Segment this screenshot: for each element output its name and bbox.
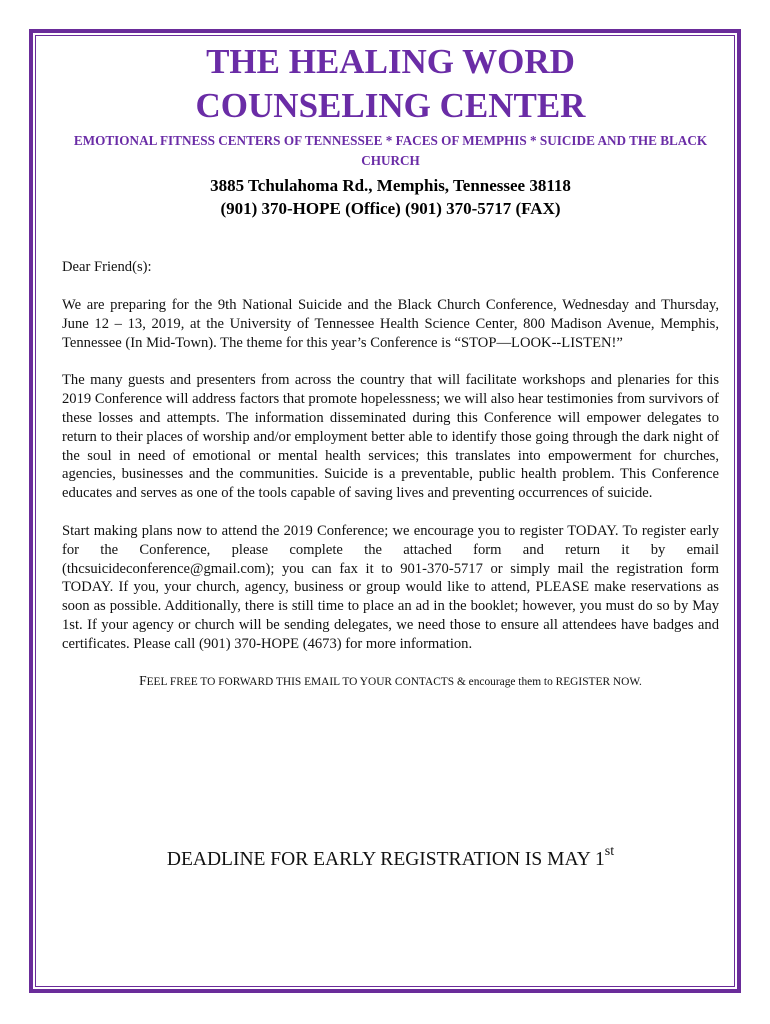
address-phone-fax: (901) 370-HOPE (Office) (901) 370-5717 (FAX) [220,199,561,218]
salutation: Dear Friend(s): [62,259,152,275]
org-title-line2: COUNSELING CENTER [195,86,586,125]
forward-initial: F [139,672,147,688]
letter-content [62,40,719,690]
forward-text: EEL FREE TO FORWARD THIS EMAIL TO YOUR CONTACTS & encourage them to REGISTER NOW. [146,675,642,688]
deadline-notice [62,838,719,874]
org-title-line1: THE HEALING WORD [206,42,575,81]
address-street: 3885 Tchulahoma Rd., Memphis, Tennessee 38118 [210,176,571,195]
org-title [62,40,719,128]
org-address [62,174,719,220]
forward-notice [62,673,719,690]
org-subtitle: EMOTIONAL FITNESS CENTERS OF TENNESSEE * FACES OF MEMPHIS * SUICIDE AND THE BLACK CHURCH [73,133,708,168]
paragraph-conference-details: The many guests and presenters from across the country that will facilitate workshops and plenaries for this 2019 Conference will address factors that promote hopelessness; we will also hear testimonies from survivors of these losses and attempts. The information disseminated during this Conference will empower delegates to return to their places of worship and/or employment better able to identify those going through the dark night of the soul in need of emotional or mental health services; this translates into empowerment for churches, agencies, businesses and the communities. Suicide is a preventable, public health problem. This Conference educates and serves as one of the tools capable of saving lives and preventing occurrences of suicide. [62,372,719,502]
deadline-suffix: st [604,844,615,859]
paragraph-conference-intro: We are preparing for the 9th National Suicide and the Black Church Conference, Wednesday and Thursday, June 12 – 13, 2019, at the University of Tennessee Health Science Center, 800 Madison Avenue, Memphis, Tennessee (In Mid-Town). The theme for this year’s Conference is “STOP—LOOK--LISTEN!” [62,297,719,351]
paragraph-registration: Start making plans now to attend the 2019 Conference; we encourage you to register TODAY. To register early for the Conference, please complete the attached form and return it by email (thcsuicideconference@gmail.com); you can fax it to 901-370-5717 or simply mail the registration form TODAY. If you, your church, agency, business or group would like to attend, PLEASE make reservations as soon as possible. Additionally, there is still time to place an ad in the booklet; however, you must do so by May 1st. If your agency or church will be sending delegates, we need those to ensure all attendees have badges and certificates. Please call (901) 370-HOPE (4673) for more information. [62,522,719,652]
deadline-text: DEADLINE FOR EARLY REGISTRATION IS MAY 1 [166,849,605,870]
